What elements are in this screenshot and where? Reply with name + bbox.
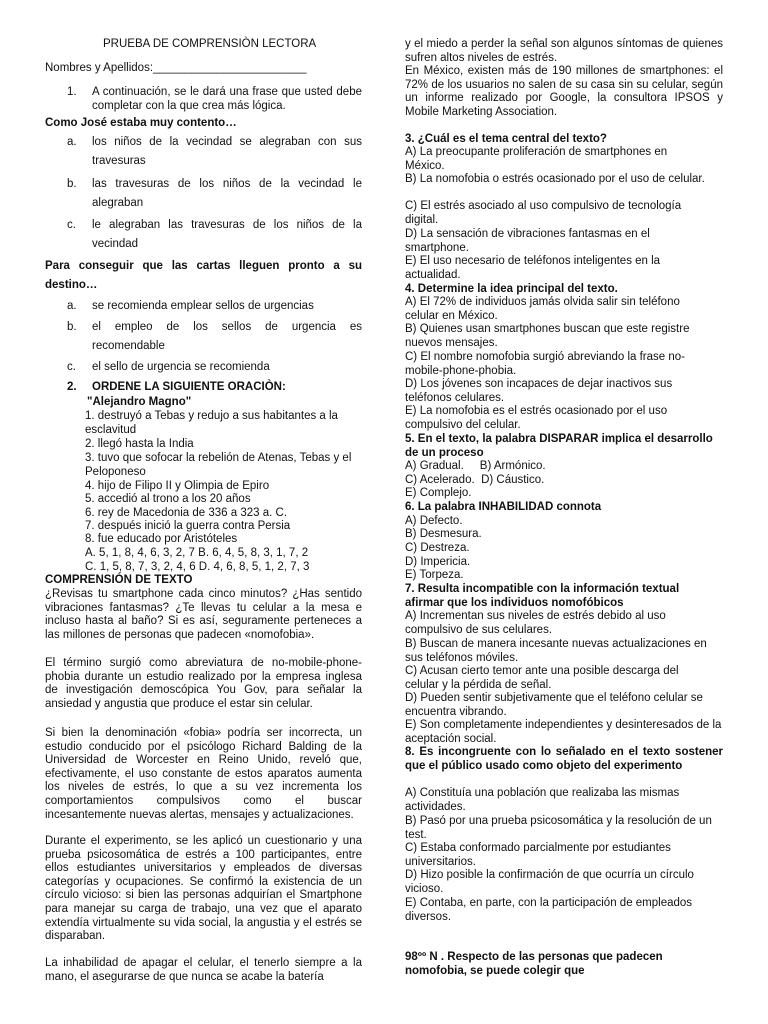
order-item: 5. accedió al trono a los 20 años — [85, 493, 251, 505]
section-heading: COMPRENSIÓN DE TEXTO — [45, 574, 193, 586]
answer-option: B) Quienes usan smartphones buscan que este registre nuevos mensajes. — [405, 323, 690, 349]
option-letter: c. — [67, 361, 76, 373]
question-3-title: 3. ¿Cuál es el tema central del texto? — [405, 133, 607, 145]
answer-option: C) Acusan cierto temor ante una posible descarga del celular y la pérdida de señal. — [405, 665, 679, 691]
answer-option: E) Contaba, en parte, con la participación de empleados diversos. — [405, 897, 693, 923]
option-letter: a. — [67, 136, 77, 148]
question-4-title: 4. Determine la idea principal del texto. — [405, 283, 618, 295]
order-item: 6. rey de Macedonia de 336 a 323 a. C. — [85, 507, 288, 519]
answer-option: D) Impericia. — [405, 556, 471, 568]
question-number: 1. — [67, 86, 77, 98]
option-letter: c. — [67, 219, 76, 231]
order-item: 8. fue educado por Aristóteles — [85, 533, 238, 545]
option-text: se recomienda emplear sellos de urgencias — [92, 300, 314, 312]
answer-option: A) La preocupante proliferación de smartphones en México. — [405, 146, 668, 172]
paragraph: ¿Revisas tu smartphone cada cinco minutos? ¿Has sentido vibraciones fantasmas? ¿Te llevas tu celular a la mesa e incluso hasta al baño? Si es así, seguramente perteneces a las millones de personas que padecen «nomofobia». — [45, 588, 362, 641]
option-letter: b. — [67, 321, 77, 333]
answer-option: E) Complejo. — [405, 487, 472, 499]
answer-option: D) Hizo posible la confirmación de que ocurría un círculo vicioso. — [405, 869, 694, 895]
sentence-prompt-1: Como José estaba muy contento… — [45, 117, 237, 129]
paragraph: En México, existen más de 190 millones de smartphones: el 72% de los usuarios no salen de su casa sin su celular, según un informe realizado por Google, la consultora IPSOS y Mobile Marketing Association. — [405, 65, 723, 118]
question-6-title: 6. La palabra INHABILIDAD connota — [405, 501, 602, 513]
option-text: los niños de la vecindad se alegraban con sus travesuras — [92, 136, 362, 167]
paragraph: El término surgió como abreviatura de no-mobile-phone-phobia durante un estudio realizado por la empresa inglesa de investigación demoscópica You Gov, para señalar la ansiedad y angustia que produce el estar sin celular. — [45, 657, 362, 710]
answer-option: D) La sensación de vibraciones fantasmas en el smartphone. — [405, 228, 650, 254]
answer-option: B) Pasó por una prueba psicosomática y la resolución de un test. — [405, 815, 712, 841]
order-item: 4. hijo de Filipo II y Olimpia de Epiro — [85, 480, 270, 492]
option-letter: b. — [67, 178, 77, 190]
sentence-prompt-2: Para conseguir que las cartas lleguen pronto a su destino… — [45, 260, 362, 291]
option-text: le alegraban las travesuras de los niños de la vecindad — [92, 219, 362, 250]
answer-choices-row: A. 5, 1, 8, 4, 6, 3, 2, 7 B. 6, 4, 5, 8, 3, 1, 7, 2 — [85, 547, 309, 559]
option-letter: a. — [67, 300, 77, 312]
answer-option: D) Pueden sentir subjetivamente que el teléfono celular se encuentra vibrando. — [405, 692, 703, 718]
order-item: 1. destruyó a Tebas y redujo a sus habitantes a la esclavitud — [85, 410, 338, 436]
answer-option: D) Los jóvenes son incapaces de dejar inactivos sus teléfonos celulares. — [405, 378, 673, 404]
answer-option: A) Gradual. B) Armónico. — [405, 460, 546, 472]
order-item: 7. después inició la guerra contra Persia — [85, 520, 291, 532]
answer-option: E) La nomofobia es el estrés ocasionado por el uso compulsivo del celular. — [405, 405, 668, 431]
question-7-title: 7. Resulta incompatible con la información textual afirmar que los individuos nomofóbicos — [405, 583, 680, 609]
question-1-text: A continuación, se le dará una frase que usted debe completar con la que crea más lógica. — [92, 86, 362, 112]
option-text: las travesuras de los niños de la vecindad le alegraban — [92, 178, 362, 209]
answer-option: B) Buscan de manera incesante nuevas actualizaciones en sus teléfonos móviles. — [405, 638, 707, 664]
paragraph: La inhabilidad de apagar el celular, el tenerlo siempre a la mano, el asegurarse de que nunca se acabe la batería — [45, 957, 362, 983]
answer-option: C) Destreza. — [405, 542, 470, 554]
answer-option: C) Estaba conformado parcialmente por estudiantes universitarios. — [405, 842, 671, 868]
option-text: el sello de urgencia se recomienda — [92, 361, 270, 373]
option-text: el empleo de los sellos de urgencia es recomendable — [92, 321, 362, 352]
order-item: 2. llegó hasta la India — [85, 438, 194, 450]
answer-option: E) Torpeza. — [405, 569, 464, 581]
question-2-text: ORDENE LA SIGUIENTE ORACIÒN: — [92, 381, 286, 393]
answer-choices-row: C. 1, 5, 8, 7, 3, 2, 4, 6 D. 4, 6, 8, 5, 1, 2, 7, 3 — [85, 561, 310, 573]
answer-option: C) El estrés asociado al uso compulsivo de tecnología digital. — [405, 200, 682, 226]
name-field-label: Nombres y Apellidos:________________________ — [45, 62, 307, 74]
answer-option: A) El 72% de individuos jamás olvida salir sin teléfono celular en México. — [405, 296, 680, 322]
paragraph: y el miedo a perder la señal son algunos síntomas de quienes sufren altos niveles de estrés. — [405, 38, 723, 64]
page-title: PRUEBA DE COMPRENSIÒN LECTORA — [103, 38, 317, 50]
answer-option: C) Acelerado. D) Cáustico. — [405, 474, 545, 486]
answer-option: A) Defecto. — [405, 515, 463, 527]
question-8-title: 8. Es incongruente con lo señalado en el texto sostener que el público usado como objeto del experimento — [405, 746, 723, 772]
answer-option: E) El uso necesario de teléfonos inteligentes en la actualidad. — [405, 255, 661, 281]
answer-option: A) Incrementan sus niveles de estrés debido al uso compulsivo de sus celulares. — [405, 610, 666, 636]
paragraph: Durante el experimento, se les aplicó un cuestionario y una prueba psicosomática de estrés a 100 participantes, entre ellos estudiantes universitarios y empleados de diversas categorías y ocupaciones. Se confirmó la existencia de un círculo vicioso: si bien las personas adquirían el Smartphone para manejar su carga de trabajo, una vez que el aparato extendía virtualmente su vida social, la angustia y el estrés se disparaban. — [45, 835, 362, 943]
answer-option: C) El nombre nomofobia surgió abreviando la frase no-mobile-phone-phobia. — [405, 351, 685, 377]
answer-option: B) Desmesura. — [405, 528, 482, 540]
order-item: 3. tuvo que sofocar la rebelión de Atenas, Tebas y el Peloponeso — [85, 452, 352, 478]
question-2-subject: "Alejandro Magno" — [87, 396, 192, 408]
answer-option: A) Constituía una población que realizaba las mismas actividades. — [405, 787, 680, 813]
question-9-title: 98ºº N . Respecto de las personas que padecen nomofobia, se puede colegir que — [405, 951, 663, 977]
answer-option: B) La nomofobia o estrés ocasionado por el uso de celular. — [405, 173, 705, 185]
question-5-title: 5. En el texto, la palabra DISPARAR implica el desarrollo de un proceso — [405, 433, 713, 459]
question-number: 2. — [67, 381, 77, 393]
paragraph: Si bien la denominación «fobia» podría ser incorrecta, un estudio conducido por el psicólogo Richard Balding de la Universidad de Worcester en Reino Unido, reveló que, efectivamente, el uso constante de estos aparatos aumenta los niveles de estrés, lo que a su vez incrementa los comportamientos compulsivos como el buscar incesantemente nuevas alertas, mensajes y actualizaciones. — [45, 727, 362, 821]
answer-option: E) Son completamente independientes y desinteresados de la aceptación social. — [405, 719, 722, 745]
